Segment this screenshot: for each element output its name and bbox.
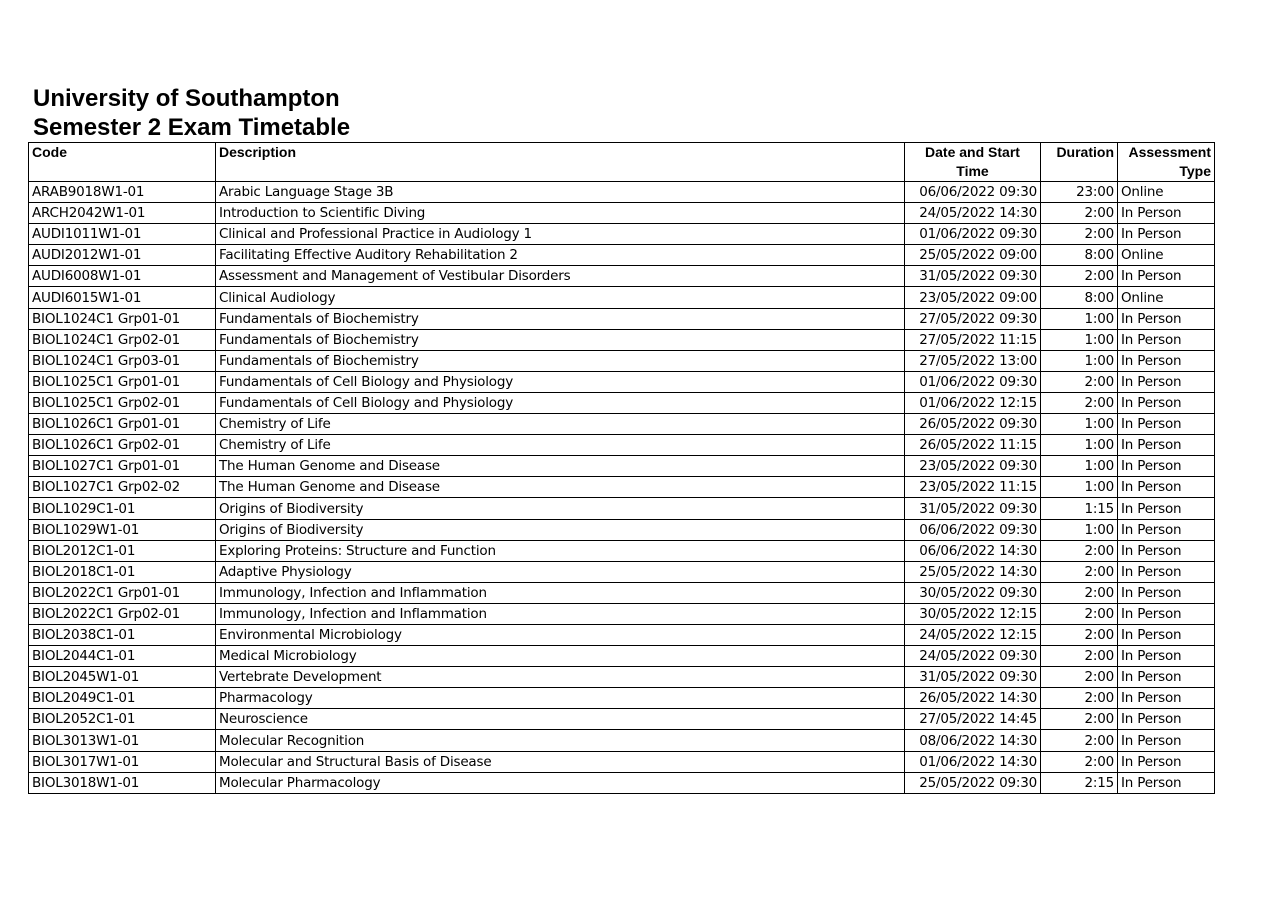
table-header-row (29, 143, 1215, 182)
cell-date-start: 23/05/2022 09:00 (905, 287, 1041, 308)
table-row (29, 540, 1215, 561)
cell-description: Environmental Microbiology (216, 624, 905, 645)
cell-code: BIOL1026C1 Grp01-01 (29, 414, 216, 435)
cell-description: Assessment and Management of Vestibular Disorders (216, 266, 905, 287)
cell-code: BIOL1027C1 Grp01-01 (29, 456, 216, 477)
cell-description: Fundamentals of Cell Biology and Physiology (216, 371, 905, 392)
cell-date-start: 24/05/2022 14:30 (905, 203, 1041, 224)
cell-code: AUDI2012W1-01 (29, 245, 216, 266)
cell-duration: 2:00 (1041, 266, 1118, 287)
table-row (29, 624, 1215, 645)
cell-code: BIOL2049C1-01 (29, 688, 216, 709)
table-row (29, 561, 1215, 582)
cell-assessment-type: In Person (1118, 266, 1215, 287)
cell-date-start: 26/05/2022 14:30 (905, 688, 1041, 709)
cell-duration: 23:00 (1041, 182, 1118, 203)
cell-date-start: 06/06/2022 09:30 (905, 182, 1041, 203)
cell-code: BIOL2012C1-01 (29, 540, 216, 561)
table-row (29, 308, 1215, 329)
cell-date-start: 24/05/2022 12:15 (905, 624, 1041, 645)
table-row (29, 456, 1215, 477)
cell-duration: 1:00 (1041, 350, 1118, 371)
cell-code: AUDI6015W1-01 (29, 287, 216, 308)
table-row (29, 350, 1215, 371)
cell-description: Exploring Proteins: Structure and Function (216, 540, 905, 561)
cell-code: BIOL2045W1-01 (29, 667, 216, 688)
cell-date-start: 31/05/2022 09:30 (905, 266, 1041, 287)
cell-date-start: 06/06/2022 09:30 (905, 519, 1041, 540)
table-row (29, 688, 1215, 709)
cell-duration: 2:00 (1041, 224, 1118, 245)
cell-code: BIOL1029C1-01 (29, 498, 216, 519)
cell-date-start: 26/05/2022 11:15 (905, 435, 1041, 456)
table-row (29, 709, 1215, 730)
cell-date-start: 31/05/2022 09:30 (905, 667, 1041, 688)
table-row (29, 329, 1215, 350)
cell-duration: 2:00 (1041, 624, 1118, 645)
table-row (29, 287, 1215, 308)
table-row (29, 371, 1215, 392)
table-row (29, 203, 1215, 224)
table-body (29, 182, 1215, 794)
cell-date-start: 06/06/2022 14:30 (905, 540, 1041, 561)
cell-assessment-type: In Person (1118, 498, 1215, 519)
cell-description: Fundamentals of Biochemistry (216, 350, 905, 371)
cell-assessment-type: In Person (1118, 561, 1215, 582)
column-header-assessment-type: Assessment Type (1118, 143, 1215, 182)
cell-code: BIOL3018W1-01 (29, 772, 216, 793)
cell-duration: 2:00 (1041, 709, 1118, 730)
cell-description: Immunology, Infection and Inflammation (216, 603, 905, 624)
cell-duration: 2:00 (1041, 203, 1118, 224)
cell-code: BIOL1029W1-01 (29, 519, 216, 540)
cell-description: Molecular and Structural Basis of Disease (216, 751, 905, 772)
table-row (29, 603, 1215, 624)
cell-date-start: 25/05/2022 14:30 (905, 561, 1041, 582)
table-row (29, 435, 1215, 456)
cell-duration: 1:15 (1041, 498, 1118, 519)
cell-duration: 8:00 (1041, 245, 1118, 266)
cell-code: BIOL2038C1-01 (29, 624, 216, 645)
cell-assessment-type: In Person (1118, 224, 1215, 245)
table-row (29, 667, 1215, 688)
cell-duration: 1:00 (1041, 414, 1118, 435)
cell-assessment-type: In Person (1118, 688, 1215, 709)
cell-description: Clinical Audiology (216, 287, 905, 308)
cell-assessment-type: Online (1118, 182, 1215, 203)
cell-duration: 2:00 (1041, 646, 1118, 667)
cell-assessment-type: In Person (1118, 308, 1215, 329)
cell-duration: 1:00 (1041, 329, 1118, 350)
cell-assessment-type: In Person (1118, 435, 1215, 456)
cell-description: Pharmacology (216, 688, 905, 709)
cell-description: The Human Genome and Disease (216, 477, 905, 498)
cell-description: Arabic Language Stage 3B (216, 182, 905, 203)
cell-code: BIOL1024C1 Grp02-01 (29, 329, 216, 350)
cell-duration: 2:00 (1041, 582, 1118, 603)
cell-description: Molecular Recognition (216, 730, 905, 751)
table-row (29, 266, 1215, 287)
cell-code: BIOL1024C1 Grp01-01 (29, 308, 216, 329)
cell-duration: 2:00 (1041, 603, 1118, 624)
cell-description: Clinical and Professional Practice in Audiology 1 (216, 224, 905, 245)
table-row (29, 772, 1215, 793)
cell-duration: 2:00 (1041, 561, 1118, 582)
cell-description: Fundamentals of Cell Biology and Physiology (216, 392, 905, 413)
cell-assessment-type: In Person (1118, 582, 1215, 603)
cell-assessment-type: In Person (1118, 772, 1215, 793)
cell-date-start: 01/06/2022 14:30 (905, 751, 1041, 772)
cell-date-start: 01/06/2022 09:30 (905, 224, 1041, 245)
cell-code: BIOL2022C1 Grp02-01 (29, 603, 216, 624)
cell-description: Introduction to Scientific Diving (216, 203, 905, 224)
institution-title: University of Southampton (33, 85, 340, 112)
cell-date-start: 27/05/2022 09:30 (905, 308, 1041, 329)
column-header-description: Description (216, 143, 905, 182)
cell-code: BIOL2044C1-01 (29, 646, 216, 667)
cell-description: Origins of Biodiversity (216, 519, 905, 540)
column-header-date-start: Date and Start Time (905, 143, 1041, 182)
cell-duration: 2:00 (1041, 392, 1118, 413)
cell-date-start: 27/05/2022 14:45 (905, 709, 1041, 730)
cell-assessment-type: In Person (1118, 709, 1215, 730)
cell-duration: 2:00 (1041, 540, 1118, 561)
cell-date-start: 23/05/2022 11:15 (905, 477, 1041, 498)
cell-assessment-type: In Person (1118, 603, 1215, 624)
cell-date-start: 30/05/2022 12:15 (905, 603, 1041, 624)
cell-assessment-type: In Person (1118, 477, 1215, 498)
cell-assessment-type: In Person (1118, 624, 1215, 645)
cell-assessment-type: In Person (1118, 371, 1215, 392)
exam-timetable-table (28, 142, 1215, 794)
cell-assessment-type: In Person (1118, 329, 1215, 350)
table-row (29, 392, 1215, 413)
table-row (29, 751, 1215, 772)
cell-code: BIOL3017W1-01 (29, 751, 216, 772)
cell-assessment-type: In Person (1118, 540, 1215, 561)
cell-code: BIOL2018C1-01 (29, 561, 216, 582)
cell-date-start: 01/06/2022 12:15 (905, 392, 1041, 413)
document-title: Semester 2 Exam Timetable (33, 114, 351, 141)
cell-date-start: 25/05/2022 09:30 (905, 772, 1041, 793)
cell-code: ARCH2042W1-01 (29, 203, 216, 224)
cell-duration: 1:00 (1041, 435, 1118, 456)
cell-description: Medical Microbiology (216, 646, 905, 667)
cell-code: BIOL2052C1-01 (29, 709, 216, 730)
cell-description: Fundamentals of Biochemistry (216, 329, 905, 350)
cell-duration: 2:00 (1041, 730, 1118, 751)
cell-date-start: 31/05/2022 09:30 (905, 498, 1041, 519)
cell-description: Immunology, Infection and Inflammation (216, 582, 905, 603)
cell-code: AUDI1011W1-01 (29, 224, 216, 245)
table-row (29, 182, 1215, 203)
cell-assessment-type: In Person (1118, 414, 1215, 435)
table-row (29, 646, 1215, 667)
document-header (33, 84, 350, 142)
cell-assessment-type: In Person (1118, 456, 1215, 477)
cell-code: BIOL1027C1 Grp02-02 (29, 477, 216, 498)
cell-date-start: 01/06/2022 09:30 (905, 371, 1041, 392)
cell-code: BIOL1026C1 Grp02-01 (29, 435, 216, 456)
cell-code: BIOL1025C1 Grp01-01 (29, 371, 216, 392)
cell-assessment-type: In Person (1118, 646, 1215, 667)
cell-description: Adaptive Physiology (216, 561, 905, 582)
column-header-duration: Duration (1041, 143, 1118, 182)
cell-description: Fundamentals of Biochemistry (216, 308, 905, 329)
cell-date-start: 30/05/2022 09:30 (905, 582, 1041, 603)
table-row (29, 498, 1215, 519)
cell-description: Origins of Biodiversity (216, 498, 905, 519)
cell-assessment-type: Online (1118, 287, 1215, 308)
cell-code: AUDI6008W1-01 (29, 266, 216, 287)
cell-code: ARAB9018W1-01 (29, 182, 216, 203)
cell-assessment-type: In Person (1118, 392, 1215, 413)
cell-code: BIOL1024C1 Grp03-01 (29, 350, 216, 371)
cell-code: BIOL1025C1 Grp02-01 (29, 392, 216, 413)
cell-description: Chemistry of Life (216, 414, 905, 435)
cell-date-start: 08/06/2022 14:30 (905, 730, 1041, 751)
cell-code: BIOL2022C1 Grp01-01 (29, 582, 216, 603)
cell-description: Chemistry of Life (216, 435, 905, 456)
cell-duration: 2:15 (1041, 772, 1118, 793)
cell-description: Vertebrate Development (216, 667, 905, 688)
cell-date-start: 26/05/2022 09:30 (905, 414, 1041, 435)
cell-duration: 2:00 (1041, 667, 1118, 688)
cell-description: The Human Genome and Disease (216, 456, 905, 477)
table-row (29, 519, 1215, 540)
table-row (29, 582, 1215, 603)
cell-description: Neuroscience (216, 709, 905, 730)
cell-duration: 2:00 (1041, 688, 1118, 709)
cell-assessment-type: In Person (1118, 203, 1215, 224)
cell-duration: 1:00 (1041, 308, 1118, 329)
cell-duration: 2:00 (1041, 371, 1118, 392)
cell-date-start: 23/05/2022 09:30 (905, 456, 1041, 477)
cell-date-start: 25/05/2022 09:00 (905, 245, 1041, 266)
cell-duration: 1:00 (1041, 519, 1118, 540)
table-row (29, 224, 1215, 245)
cell-assessment-type: In Person (1118, 667, 1215, 688)
column-header-code: Code (29, 143, 216, 182)
cell-assessment-type: In Person (1118, 730, 1215, 751)
cell-duration: 2:00 (1041, 751, 1118, 772)
cell-date-start: 24/05/2022 09:30 (905, 646, 1041, 667)
cell-date-start: 27/05/2022 11:15 (905, 329, 1041, 350)
cell-assessment-type: Online (1118, 245, 1215, 266)
table-row (29, 245, 1215, 266)
cell-description: Facilitating Effective Auditory Rehabilitation 2 (216, 245, 905, 266)
cell-assessment-type: In Person (1118, 350, 1215, 371)
cell-duration: 1:00 (1041, 477, 1118, 498)
cell-duration: 8:00 (1041, 287, 1118, 308)
cell-assessment-type: In Person (1118, 519, 1215, 540)
table-row (29, 477, 1215, 498)
cell-description: Molecular Pharmacology (216, 772, 905, 793)
table-row (29, 730, 1215, 751)
table-row (29, 414, 1215, 435)
cell-code: BIOL3013W1-01 (29, 730, 216, 751)
cell-duration: 1:00 (1041, 456, 1118, 477)
cell-assessment-type: In Person (1118, 751, 1215, 772)
cell-date-start: 27/05/2022 13:00 (905, 350, 1041, 371)
